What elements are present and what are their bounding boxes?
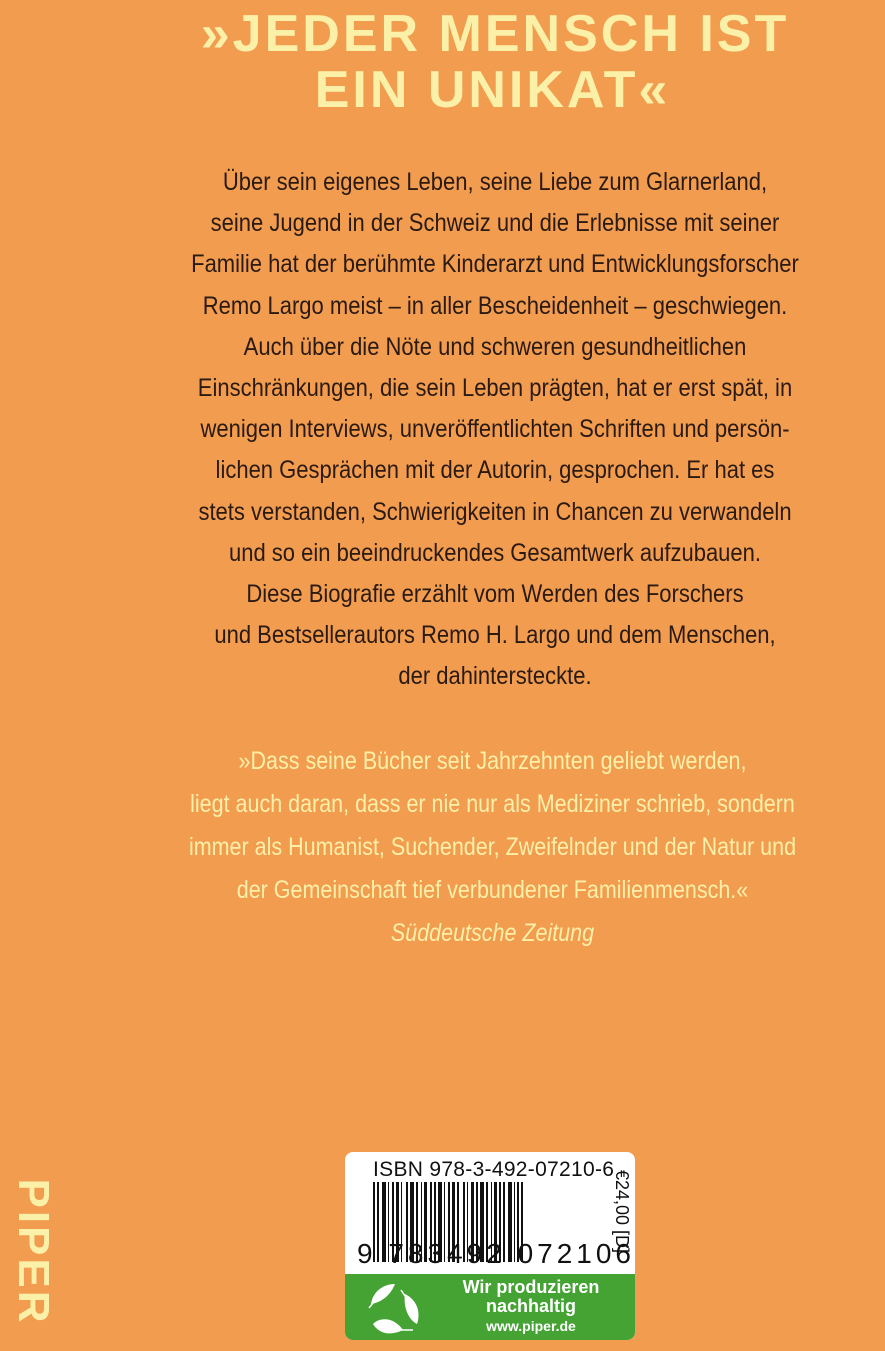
blurb-text (156, 162, 834, 698)
blurb-line: Familie hat der berühmte Kinderarzt und Entwicklungsforscher (191, 250, 799, 279)
blurb-line: und so ein beeindruckendes Gesamtwerk aufzubauen. (228, 538, 762, 567)
headline-line-1: »JEDER MENSCH IST (200, 5, 790, 63)
price-label: €24,00 [D] (612, 1170, 632, 1254)
barcode-label (345, 1152, 635, 1340)
publisher-website: www.piper.de (486, 1318, 576, 1334)
quote-line: der Gemeinschaft tief verbundener Familienmensch.« (236, 876, 749, 904)
quote-line: liegt auch daran, dass er nie nur als Mediziner schrieb, sondern (190, 790, 795, 818)
sustainability-line-1: Wir produzieren (462, 1277, 600, 1297)
sustainability-line-2: nachhaltig (485, 1296, 576, 1316)
quote-line: »Dass seine Bücher seit Jahrzehnten geliebt werden, (238, 747, 747, 775)
publisher-logo-text: PIPER (9, 1178, 58, 1326)
barcode-digits: 9 783492 072106 (357, 1238, 635, 1269)
recycle-leaves-icon (365, 1280, 427, 1338)
blurb-line: Einschränkungen, die sein Leben prägten, hat er erst spät, in (197, 374, 793, 403)
sustainability-text (441, 1278, 621, 1336)
sustainability-band (345, 1274, 635, 1340)
isbn-text: ISBN 978-3-492-07210-6 (373, 1158, 615, 1181)
blurb-line: Remo Largo meist – in aller Bescheidenheit – geschwiegen. (202, 291, 788, 320)
blurb-line: lichen Gesprächen mit der Autorin, gesprochen. Er hat es (215, 456, 775, 485)
publisher-logo (5, 1162, 61, 1342)
headline-line-2: EIN UNIKAT« (314, 61, 671, 119)
review-quote (155, 740, 830, 955)
blurb-line: Auch über die Nöte und schweren gesundheitlichen (243, 332, 747, 361)
blurb-line: der dahintersteckte. (398, 662, 592, 691)
quote-source: Süddeutsche Zeitung (390, 919, 595, 947)
blurb-line: Über sein eigenes Leben, seine Liebe zum Glarnerland, (222, 168, 768, 196)
blurb-line: seine Jugend in der Schweiz und die Erlebnisse mit seiner (210, 209, 780, 238)
headline (0, 6, 885, 118)
blurb-line: und Bestsellerautors Remo H. Largo und dem Menschen, (214, 621, 776, 650)
blurb-line: Diese Biografie erzählt vom Werden des Forschers (246, 580, 744, 609)
blurb-line: wenigen Interviews, unveröffentlichten Schriften und persön- (200, 415, 790, 444)
quote-line: immer als Humanist, Suchender, Zweifelnder und der Natur und (188, 833, 797, 861)
blurb-line: stets verstanden, Schwierigkeiten in Chancen zu verwandeln (198, 497, 792, 526)
